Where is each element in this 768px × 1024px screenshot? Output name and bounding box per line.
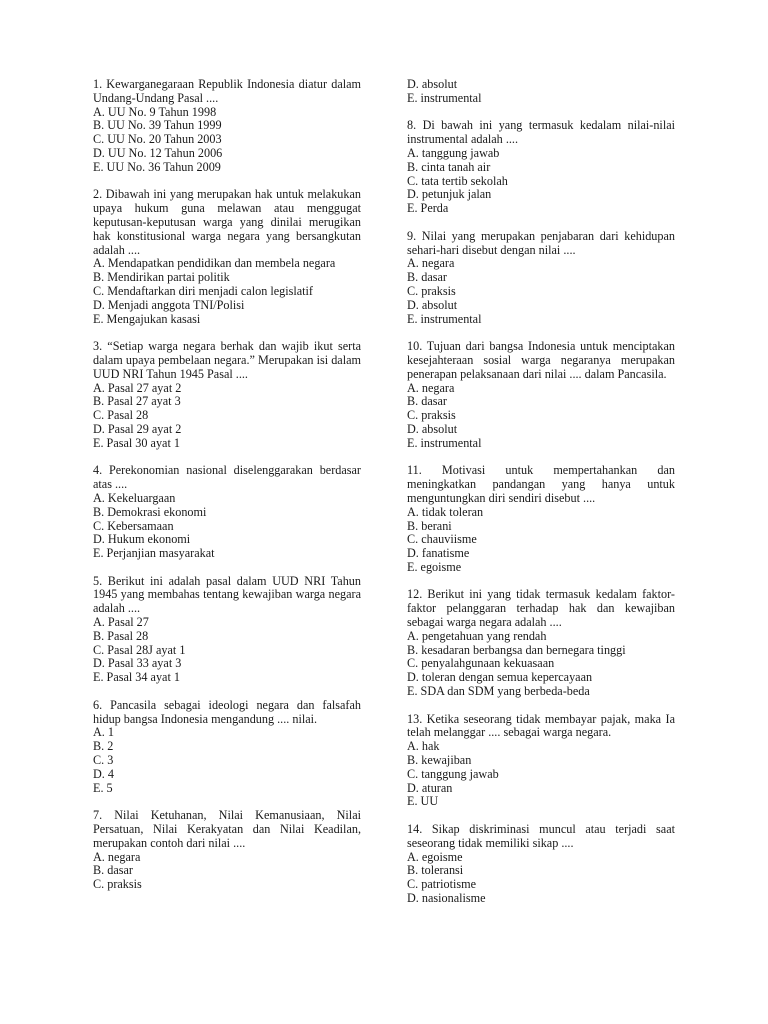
option-a: A. Pasal 27 ayat 2 [93, 380, 182, 395]
option-a: A. negara [407, 380, 455, 395]
option-a: A. pengetahuan yang rendah [407, 628, 547, 643]
option-d: D. 4 [93, 766, 114, 781]
option-b: B. kesadaran berbangsa dan bernegara tinggi [407, 642, 626, 657]
option-c: C. Mendaftarkan diri menjadi calon legislatif [93, 283, 313, 298]
option-d: D. toleran dengan semua kepercayaan [407, 670, 593, 685]
question-text: 12. Berikut ini yang tidak termasuk kedalam faktor-faktor pelanggaran terhadap hak dan kewajiban sebagai warga negara adalah .... [407, 587, 675, 630]
option-e: E. instrumental [407, 311, 482, 326]
option-e: E. SDA dan SDM yang berbeda-beda [407, 684, 590, 699]
option-d: D. petunjuk jalan [407, 187, 492, 202]
option-e: E. 5 [93, 780, 113, 795]
option-e: E. UU No. 36 Tahun 2009 [93, 159, 221, 174]
question-text: 5. Berikut ini adalah pasal dalam UUD NRI Tahun 1945 yang membahas tentang kewajiban warga negara adalah .... [93, 573, 361, 616]
question-text: 8. Di bawah ini yang termasuk kedalam nilai-nilai instrumental adalah .... [407, 118, 675, 147]
option-e: E. instrumental [407, 435, 482, 450]
option-b: B. UU No. 39 Tahun 1999 [93, 118, 222, 133]
option-e: E. Mengajukan kasasi [93, 311, 201, 326]
option-a: A. Pasal 27 [93, 615, 149, 630]
question-11 [407, 464, 675, 574]
option-d: D. absolut [407, 77, 458, 91]
option-d: D. aturan [407, 780, 453, 795]
option-c: C. patriotisme [407, 877, 477, 892]
option-a: A. egoisme [407, 849, 463, 864]
question-3 [93, 340, 361, 450]
question-8 [407, 119, 675, 216]
option-e: E. Perjanjian masyarakat [93, 546, 215, 561]
option-a: A. hak [407, 739, 440, 754]
option-c: C. praksis [93, 877, 142, 892]
option-c: C. 3 [93, 753, 114, 768]
question-10 [407, 340, 675, 450]
question-7 [93, 809, 361, 892]
option-c: C. Kebersamaan [93, 518, 174, 533]
option-d: D. Hukum ekonomi [93, 532, 191, 547]
question-6 [93, 699, 361, 796]
option-a: A. 1 [93, 725, 114, 740]
option-d: D. Pasal 33 ayat 3 [93, 656, 182, 671]
option-c: C. Pasal 28J ayat 1 [93, 642, 186, 657]
option-c: C. Pasal 28 [93, 408, 149, 423]
option-b: B. dasar [407, 270, 447, 285]
question-text: 1. Kewarganegaraan Republik Indonesia diatur dalam Undang-Undang Pasal .... [93, 77, 361, 105]
option-c: C. praksis [407, 283, 456, 298]
question-text: 10. Tujuan dari bangsa Indonesia untuk menciptakan kesejahteraan sosial warga negaranya merupakan penerapan pelaksanaan dari nilai .... dalam Pancasila. [407, 339, 675, 381]
question-9 [407, 230, 675, 327]
question-text: 2. Dibawah ini yang merupakan hak untuk melakukan upaya hukum guna melawan atau menggugat keputusan-keputusan warga yang dinilai merugikan hak konstitusional warga negara yang bersangkutan adalah .... [93, 187, 361, 257]
option-a: A. Mendapatkan pendidikan dan membela negara [93, 256, 336, 271]
option-c: C. UU No. 20 Tahun 2003 [93, 132, 222, 147]
option-b: B. cinta tanah air [407, 159, 491, 174]
question-14 [407, 823, 675, 906]
option-a: A. negara [407, 256, 455, 271]
option-a: A. negara [93, 849, 141, 864]
option-b: B. berani [407, 518, 452, 533]
option-b: B. toleransi [407, 863, 464, 878]
option-b: B. kewajiban [407, 753, 472, 768]
question-2 [93, 188, 361, 326]
question-text: 14. Sikap diskriminasi muncul atau terjadi saat seseorang tidak memiliki sikap .... [407, 822, 675, 850]
option-e: E. Perda [407, 201, 449, 216]
option-d: D. Menjadi anggota TNI/Polisi [93, 297, 245, 312]
option-d: D. absolut [407, 297, 458, 312]
option-e: E. UU [407, 794, 439, 809]
option-d: D. UU No. 12 Tahun 2006 [93, 145, 223, 160]
option-b: B. Demokrasi ekonomi [93, 504, 207, 519]
question-7-continued [407, 78, 675, 106]
option-c: C. tanggung jawab [407, 766, 499, 781]
right-column [407, 78, 675, 920]
question-text: 11. Motivasi untuk mempertahankan dan meningkatkan pandangan yang hanya untuk menguntungkan diri sendiri disebut .... [407, 463, 675, 505]
option-e: E. egoisme [407, 559, 462, 574]
question-1 [93, 78, 361, 175]
option-d: D. fanatisme [407, 546, 470, 561]
option-b: B. 2 [93, 739, 114, 754]
option-c: C. tata tertib sekolah [407, 173, 508, 188]
question-text: 4. Perekonomian nasional diselenggarakan berdasar atas .... [93, 463, 361, 492]
option-b: B. dasar [407, 394, 447, 409]
question-4 [93, 464, 361, 561]
question-text: 3. “Setiap warga negara berhak dan wajib ikut serta dalam upaya pembelaan negara.” Merupakan isi dalam UUD NRI Tahun 1945 Pasal .... [93, 339, 361, 381]
option-c: C. praksis [407, 408, 456, 423]
option-d: D. Pasal 29 ayat 2 [93, 421, 182, 436]
question-text: 9. Nilai yang merupakan penjabaran dari kehidupan sehari-hari disebut dengan nilai .... [407, 228, 675, 257]
option-e: E. Pasal 30 ayat 1 [93, 435, 180, 450]
question-12 [407, 588, 675, 698]
option-e: E. instrumental [407, 90, 482, 105]
question-text: 7. Nilai Ketuhanan, Nilai Kemanusiaan, Nilai Persatuan, Nilai Kerakyatan dan Nilai Keadilan, merupakan contoh dari nilai .... [93, 808, 361, 850]
option-b: B. dasar [93, 863, 133, 878]
question-text: 13. Ketika seseorang tidak membayar pajak, maka Ia telah melanggar .... sebagai warga negara. [407, 711, 675, 740]
option-c: C. penyalahgunaan kekuasaan [407, 656, 555, 671]
question-13 [407, 713, 675, 810]
option-d: D. absolut [407, 421, 458, 436]
option-a: A. Kekeluargaan [93, 490, 176, 505]
option-a: A. tidak toleran [407, 504, 484, 519]
option-d: D. nasionalisme [407, 891, 486, 906]
left-column [93, 78, 361, 906]
option-b: B. Pasal 28 [93, 628, 149, 643]
option-b: B. Mendirikan partai politik [93, 270, 230, 285]
question-text: 6. Pancasila sebagai ideologi negara dan falsafah hidup bangsa Indonesia mengandung .... nilai. [93, 697, 361, 726]
question-5 [93, 575, 361, 685]
option-b: B. Pasal 27 ayat 3 [93, 394, 181, 409]
option-e: E. Pasal 34 ayat 1 [93, 670, 180, 685]
option-c: C. chauviisme [407, 532, 477, 547]
option-a: A. UU No. 9 Tahun 1998 [93, 104, 217, 119]
option-a: A. tanggung jawab [407, 145, 500, 160]
